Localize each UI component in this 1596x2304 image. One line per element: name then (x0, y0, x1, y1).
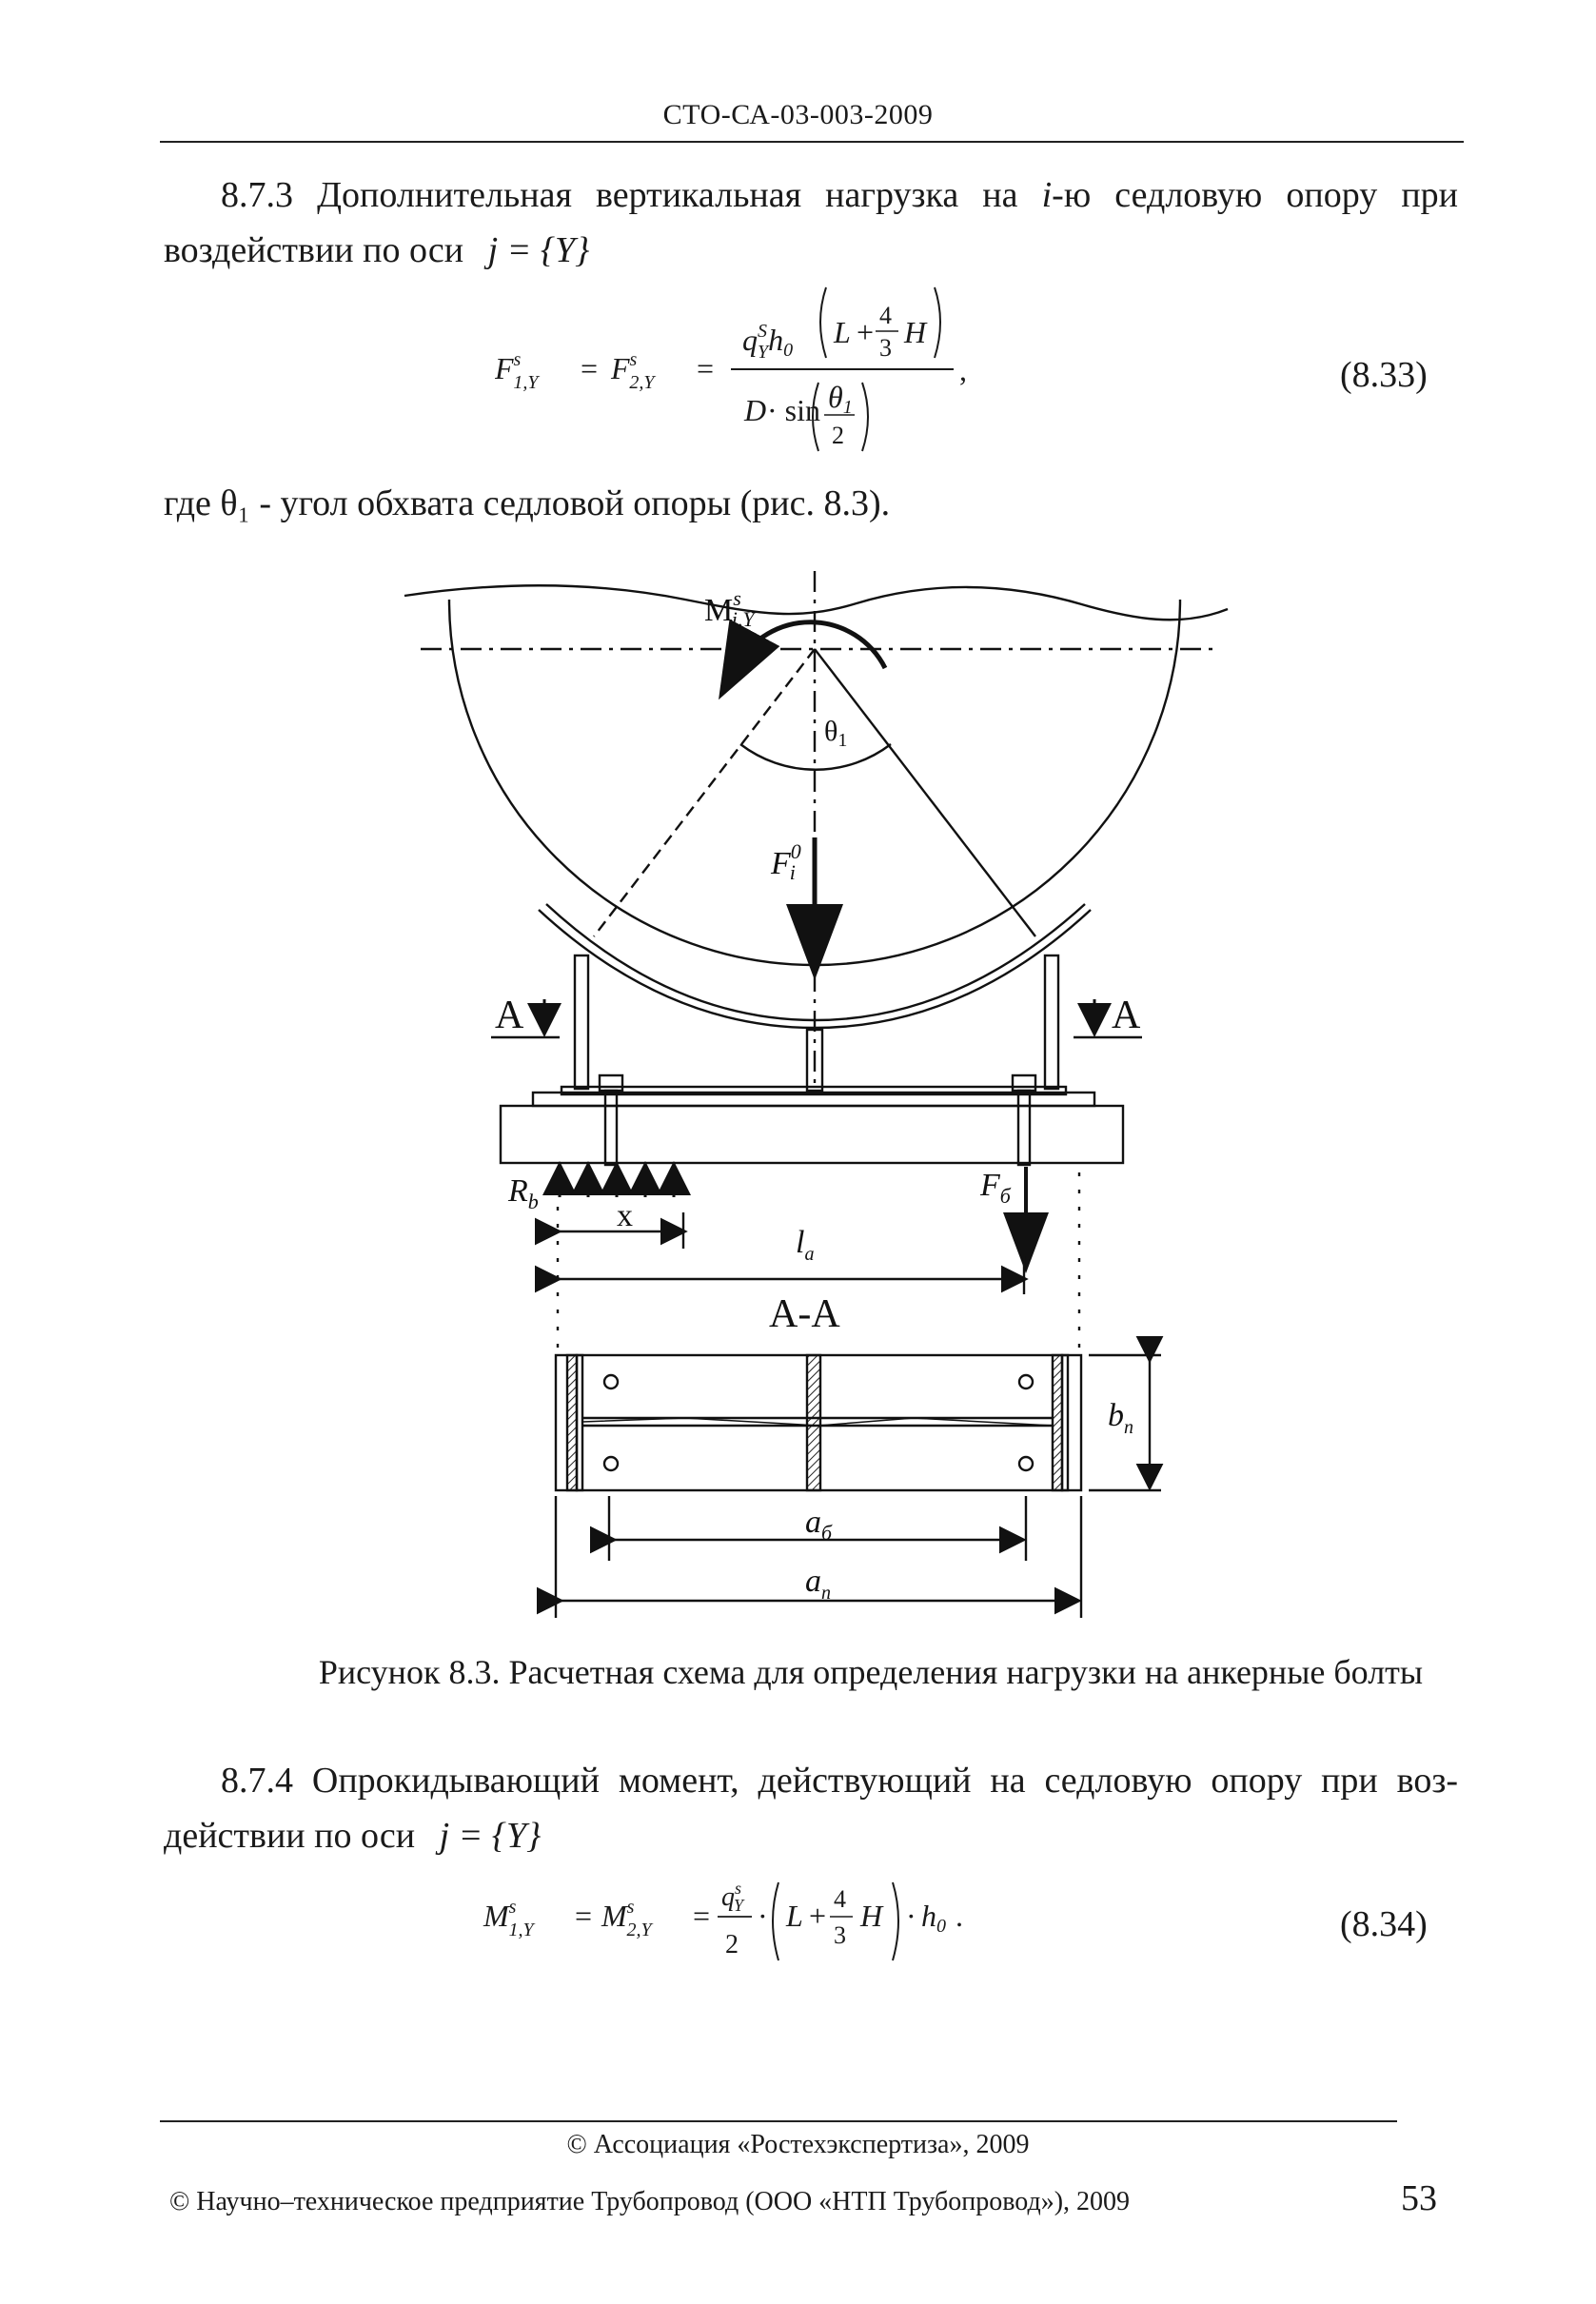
header-rule (160, 141, 1464, 143)
svg-text:qsY: $q^s$ Y (721, 1879, 744, 1915)
section-8-7-4 (164, 1753, 1458, 1863)
equation-8-34-number: (8.34) (1340, 1904, 1428, 1944)
figure-8-3 (0, 552, 1596, 1637)
force-label: $F^0$ i (771, 839, 801, 884)
document-code-header: СТО-СА-03-003-2009 (662, 99, 934, 130)
svg-text:L: L (786, 1899, 803, 1933)
section-mark-left: A (495, 994, 524, 1037)
svg-text:=: = (693, 1899, 711, 1933)
svg-text:Ms2,Y: $M^s$ 2,Y (601, 1897, 652, 1940)
equation-8-33-number: (8.33) (1340, 355, 1428, 395)
svg-text:+: + (809, 1899, 827, 1933)
svg-text:+: + (857, 315, 875, 349)
index-i: i (1041, 175, 1053, 215)
la-label: $l_a$ (796, 1225, 815, 1265)
svg-text:θ1: θ1 (828, 380, 853, 418)
ab-label: $a_б$ (805, 1505, 833, 1545)
section-aa-label: A-A (769, 1292, 840, 1336)
eq-lhs: $F^s$ 1,Y (495, 349, 539, 393)
svg-text:2: 2 (725, 1930, 739, 1959)
section-8-7-4-text: 8.7.4 Опрокидывающий момент, действующий на седловую опору при воз- (221, 1761, 1458, 1801)
svg-text:=: = (575, 1899, 593, 1933)
where-clause: где θ₁ - угол обхвата седловой опоры (рис. 8.3). (164, 483, 891, 523)
svg-text:·: · (906, 1899, 916, 1933)
svg-text:·: · (758, 1899, 768, 1933)
footer-company: © Научно–техническое предприятие Трубопровод (ООО «НТП Трубопровод»), 2009 (169, 2187, 1131, 2216)
svg-text:3: 3 (879, 334, 892, 362)
footer-association: © Ассоциация «Ростехэкспертиза», 2009 (566, 2130, 1030, 2159)
svg-text:3: 3 (834, 1921, 846, 1949)
svg-text:.: . (956, 1899, 963, 1933)
equation-8-33 (495, 276, 971, 457)
svg-text:qSYh0: $q^S$ Yh0 (742, 321, 794, 363)
x-label: x (617, 1198, 633, 1233)
svg-text:H: H (860, 1899, 883, 1933)
section-8-7-3-text-tail: -ю седловую опору при (1052, 175, 1458, 215)
svg-text:2: 2 (832, 422, 844, 449)
svg-text:H: H (904, 315, 927, 349)
svg-text:=: = (581, 351, 599, 385)
rb-label: $R_b$ (508, 1173, 539, 1213)
svg-text:· sin: · sin (767, 393, 820, 427)
svg-text:Fs2,Y: $F^s$ 2,Y (611, 349, 655, 393)
svg-text:Ms1,Y: $M^s$ 1,Y (483, 1897, 534, 1940)
svg-text:D: D (744, 393, 767, 427)
page-number: 53 (1401, 2178, 1437, 2218)
axis-expression: j = {Y} (487, 230, 590, 270)
equation-8-34 (476, 1865, 1009, 1970)
svg-text:L: L (834, 315, 851, 349)
section-8-7-4-text-line2: действии по оси (164, 1816, 416, 1856)
section-8-7-3-text: 8.7.3 Дополнительная вертикальная нагрузка на (221, 175, 1018, 215)
section-mark-right: A (1112, 994, 1141, 1037)
fb-label: $F_б$ (980, 1168, 1011, 1208)
svg-text:=: = (697, 351, 715, 385)
svg-text:4: 4 (834, 1885, 846, 1913)
axis-expression-2: j = {Y} (439, 1816, 542, 1856)
footer-rule (160, 2120, 1397, 2122)
svg-text:,: , (959, 353, 967, 387)
theta-label: $\theta_1$ (824, 716, 848, 751)
an-label: $a_n$ (805, 1564, 831, 1604)
section-8-7-3 (164, 167, 1458, 278)
moment-label: $M^s$ i,Y (704, 586, 755, 631)
section-8-7-3-text-line2: воздействии по оси (164, 230, 464, 270)
bn-label: $b_n$ (1108, 1398, 1133, 1438)
figure-caption: Рисунок 8.3. Расчетная схема для определения нагрузки на анкерные болты (318, 1653, 1424, 1691)
svg-text:4: 4 (879, 302, 892, 329)
svg-text:h0: h0 (921, 1899, 946, 1937)
